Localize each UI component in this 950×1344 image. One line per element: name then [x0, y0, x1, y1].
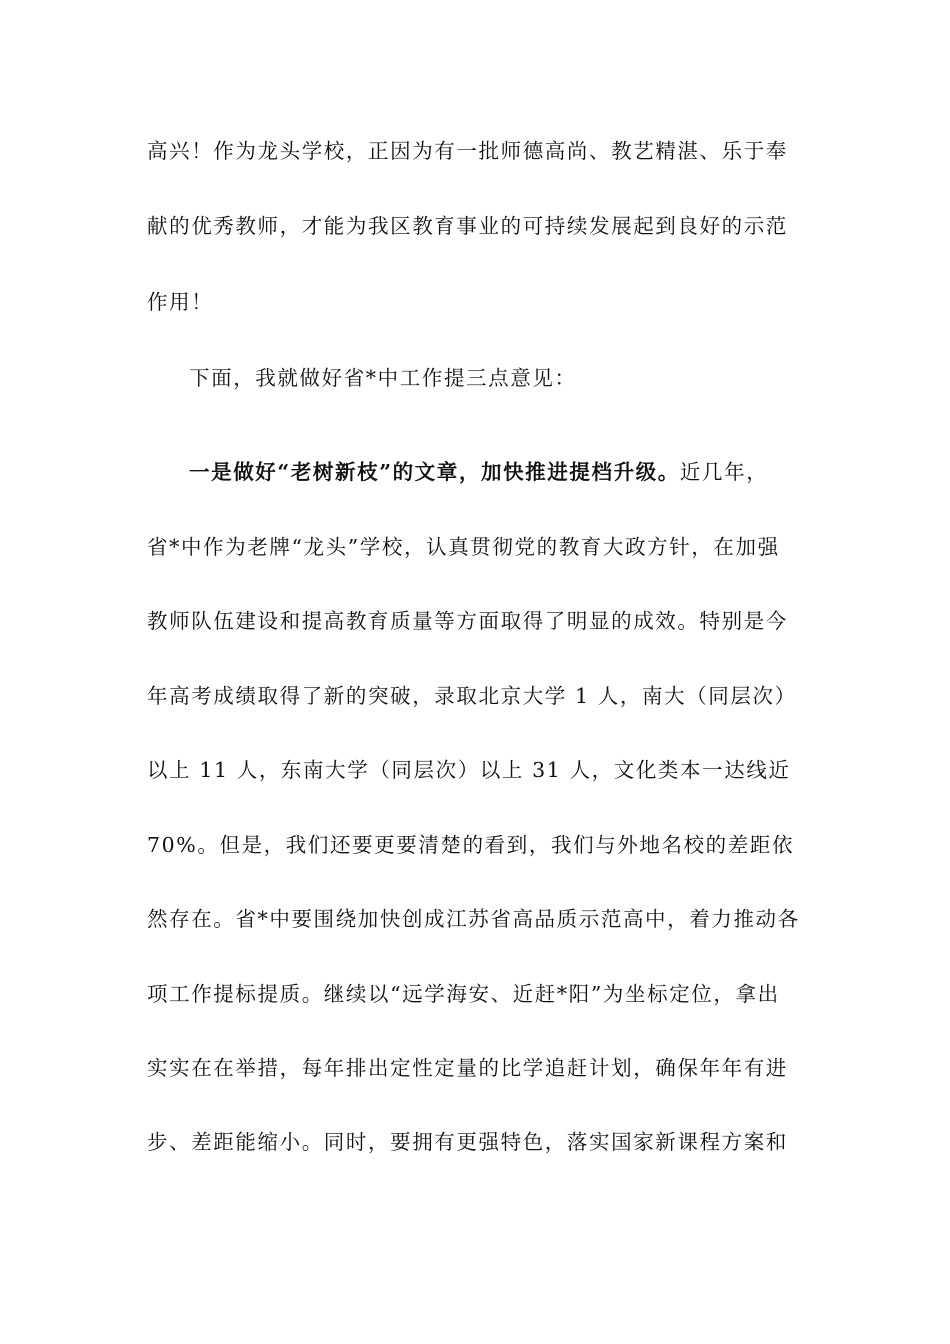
text-line-8: 年高考成绩取得了新的突破，录取北京大学 1 人，南大（同层次） — [147, 684, 797, 708]
text-line-5 — [189, 452, 849, 492]
text-line-11: 然存在。省*中要围绕加快创成江苏省高品质示范高中，着力推动各 — [147, 907, 800, 931]
heading-continuation: 近几年， — [679, 460, 769, 484]
text-line-9: 以上 11 人，东南大学（同层次）以上 31 人，文化类本一达线近 — [147, 758, 791, 782]
text-line-3: 作用！ — [147, 290, 214, 314]
text-line-4: 下面，我就做好省*中工作提三点意见： — [189, 366, 577, 390]
text-line-12: 项工作提标提质。继续以“远学海安、近赶*阳”为坐标定位，拿出 — [147, 982, 780, 1006]
section-heading: 一是做好“老树新枝”的文章，加快推进提档升级。 — [189, 460, 680, 484]
text-line-6: 省*中作为老牌“龙头”学校，认真贯彻党的教育大政方针，在加强 — [147, 535, 780, 559]
text-line-1: 高兴！作为龙头学校，正因为有一批师德高尚、教艺精湛、乐于奉 — [147, 139, 788, 163]
text-line-13: 实实在在举措，每年排出定性定量的比学追赶计划，确保年年有进 — [147, 1056, 788, 1080]
text-line-2: 献的优秀教师，才能为我区教育事业的可持续发展起到良好的示范 — [147, 214, 788, 238]
text-line-14: 步、差距能缩小。同时，要拥有更强特色，落实国家新课程方案和 — [147, 1130, 788, 1154]
text-line-10: 70%。但是，我们还要更要清楚的看到，我们与外地名校的差距依 — [147, 833, 795, 857]
text-line-7: 教师队伍建设和提高教育质量等方面取得了明显的成效。特别是今 — [147, 609, 788, 633]
